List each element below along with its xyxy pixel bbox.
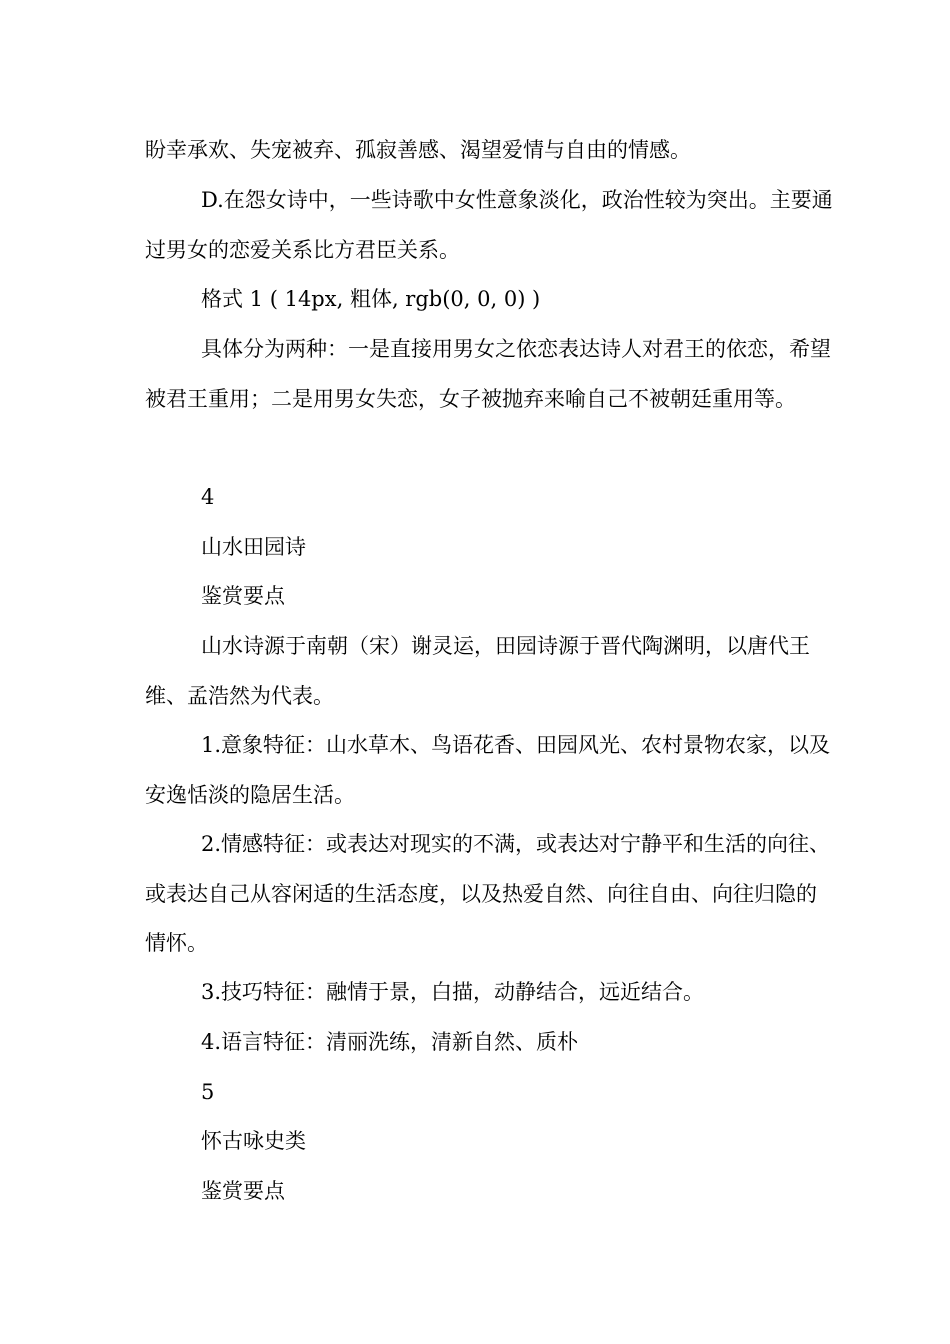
paragraph-technique: 3.技巧特征：融情于景，白描，动静结合，远近结合。 bbox=[201, 980, 705, 1004]
section-title-landscape: 山水田园诗 bbox=[201, 535, 306, 559]
section-number-5: 5 bbox=[201, 1080, 215, 1104]
paragraph-origin: 山水诗源于南朝（宋）谢灵运，田园诗源于晋代陶渊明，以唐代王维、孟浩然为代表。 bbox=[145, 634, 810, 708]
section-title-history: 怀古咏史类 bbox=[201, 1129, 306, 1153]
subheading-appreciation-2: 鉴赏要点 bbox=[201, 1179, 285, 1203]
paragraph-3: 具体分为两种：一是直接用男女之依恋表达诗人对君王的依恋，希望被君王重用；二是用男女失恋，女子被抛弃来喻自己不被朝廷重用等。 bbox=[145, 337, 831, 411]
paragraph-language: 4.语言特征：清丽洗练，清新自然、质朴 bbox=[201, 1030, 579, 1054]
paragraph-emotion: 2.情感特征：或表达对现实的不满，或表达对宁静平和生活的向往、或表达自己从容闲适的生活态度，以及热爱自然、向往自由、向往归隐的情怀。 bbox=[145, 832, 831, 955]
format-note: 格式 1 ( 14px, 粗体, rgb(0, 0, 0) ) bbox=[201, 287, 541, 311]
subheading-appreciation: 鉴赏要点 bbox=[201, 584, 285, 608]
paragraph-imagery: 1.意象特征：山水草木、鸟语花香、田园风光、农村景物农家，以及安逸恬淡的隐居生活。 bbox=[145, 733, 831, 807]
paragraph-2: D.在怨女诗中，一些诗歌中女性意象淡化，政治性较为突出。主要通过男女的恋爱关系比方君臣关系。 bbox=[145, 188, 833, 262]
paragraph-1: 盼幸承欢、失宠被弃、孤寂善感、渴望爱情与自由的情感。 bbox=[145, 138, 691, 162]
section-number-4: 4 bbox=[201, 485, 215, 509]
